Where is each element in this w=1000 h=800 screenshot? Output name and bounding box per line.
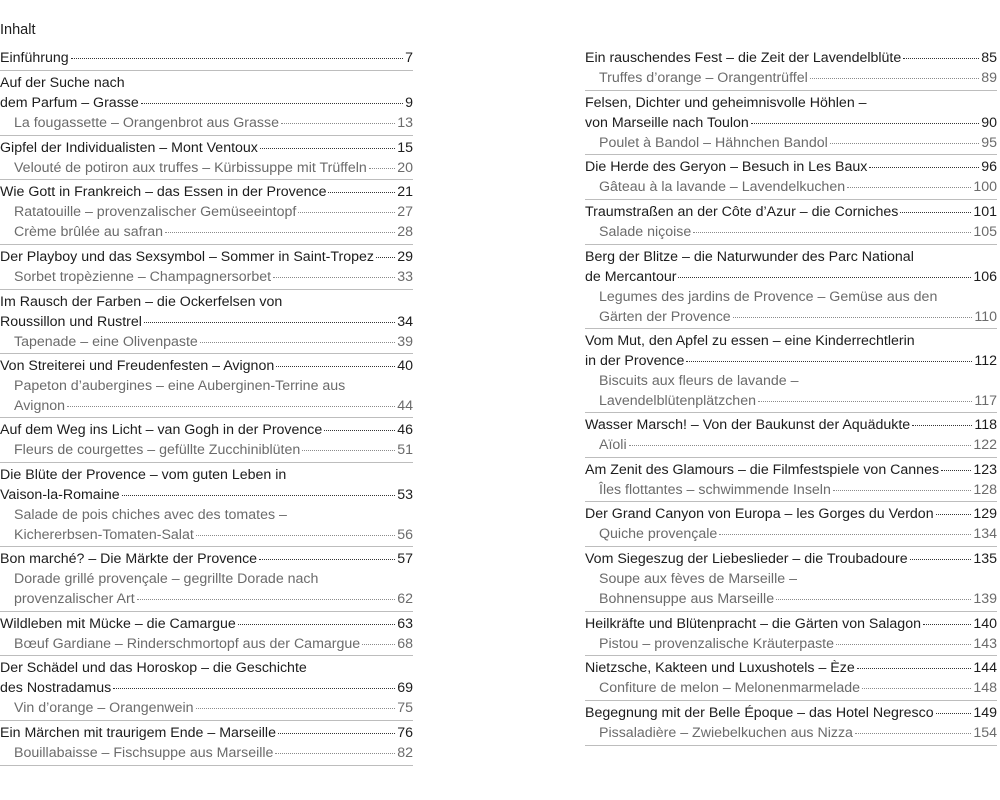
recipe-title: Aïoli <box>599 436 627 453</box>
recipe-title: Quiche provençale <box>599 526 718 543</box>
toc-recipe-line[interactable] <box>0 222 413 242</box>
chapter-title: Heilkräfte und Blütenpracht – die Gärten von Salagon <box>585 615 921 632</box>
separator-rule <box>585 328 997 329</box>
recipe-title: Salade de pois chiches avec des tomates – <box>14 507 287 524</box>
chapter-title: Von Streiterei und Freudenfesten – Avignon <box>0 358 275 374</box>
dot-leader <box>810 78 979 79</box>
toc-chapter-1 <box>585 48 997 88</box>
chapter-title: de Mercantour <box>585 268 677 285</box>
toc-recipe-line[interactable] <box>0 202 413 222</box>
separator-rule <box>0 417 413 418</box>
page-number: 57 <box>397 551 413 568</box>
toc-chapter-line[interactable] <box>585 351 997 371</box>
dot-leader <box>686 361 972 362</box>
page-number: 27 <box>397 204 413 221</box>
page-number: 40 <box>397 358 413 374</box>
toc-recipe-line <box>0 376 413 396</box>
toc-chapter-12 <box>585 658 997 698</box>
dot-leader <box>903 58 979 59</box>
toc-recipe-line[interactable] <box>0 698 413 718</box>
dot-leader <box>719 534 971 535</box>
separator-rule <box>585 154 997 155</box>
page-number: 69 <box>397 680 413 697</box>
dot-leader <box>912 425 972 426</box>
page-number: 46 <box>397 422 413 439</box>
dot-leader <box>144 322 395 323</box>
dot-leader <box>113 688 395 689</box>
dot-leader <box>693 232 971 233</box>
toc-recipe-line[interactable] <box>585 480 997 500</box>
page-number: 149 <box>973 705 997 722</box>
toc-recipe-line <box>585 371 997 391</box>
toc-recipe-line[interactable] <box>585 133 997 153</box>
toc-chapter-line <box>0 465 413 485</box>
chapter-title: von Marseille nach Toulon <box>585 114 749 131</box>
toc-recipe-line[interactable] <box>0 589 413 609</box>
page-number: 144 <box>973 660 997 677</box>
page-number: 95 <box>981 134 997 151</box>
page-number: 44 <box>397 398 413 414</box>
toc-chapter-1 <box>0 48 413 68</box>
page-number: 148 <box>973 680 997 697</box>
page-number: 101 <box>973 204 997 220</box>
dot-leader <box>196 708 396 709</box>
toc-chapter-line <box>0 73 413 93</box>
toc-chapter-2 <box>585 93 997 153</box>
toc-recipe-line[interactable] <box>585 723 997 743</box>
toc-chapter-line[interactable] <box>0 614 413 634</box>
toc-chapter-line[interactable] <box>585 460 997 480</box>
toc-chapter-line[interactable] <box>585 415 997 435</box>
page-number: 21 <box>397 184 413 201</box>
chapter-title: in der Provence <box>585 352 685 369</box>
toc-chapter-10 <box>0 549 413 609</box>
toc-chapter-line <box>0 658 413 678</box>
chapter-title: Begegnung mit der Belle Époque – das Hotel Negresco <box>585 705 934 722</box>
toc-chapter-line <box>585 247 997 267</box>
chapter-title: Wie Gott in Frankreich – das Essen in der Provence <box>0 184 327 201</box>
page-number: 76 <box>397 724 413 741</box>
recipe-title: Crème brûlée au safran <box>14 224 164 241</box>
recipe-title: Bœuf Gardiane – Rinderschmortopf aus der Camargue <box>14 635 361 652</box>
chapter-title: Am Zenit des Glamours – die Filmfestspiele von Cannes <box>585 461 940 478</box>
toc-recipe-line <box>0 505 413 525</box>
separator-rule <box>0 765 413 766</box>
page-number: 29 <box>397 248 413 265</box>
toc-recipe-line[interactable] <box>585 222 997 242</box>
page-number: 123 <box>973 461 997 478</box>
toc-chapter-6 <box>0 292 413 352</box>
separator-rule <box>0 244 413 245</box>
recipe-title: Soupe aux fèves de Marseille – <box>599 571 797 588</box>
dot-leader <box>678 277 971 278</box>
page-number: 75 <box>397 700 413 717</box>
toc-chapter-line[interactable] <box>0 48 413 68</box>
toc-chapter-line[interactable] <box>0 723 413 743</box>
toc-chapter-line[interactable] <box>585 113 997 133</box>
toc-chapter-8 <box>0 420 413 460</box>
separator-rule <box>0 720 413 721</box>
recipe-title: Biscuits aux fleurs de lavande – <box>599 372 799 389</box>
page-number: 110 <box>974 308 997 325</box>
dot-leader <box>941 470 971 471</box>
page-number: 13 <box>397 115 413 132</box>
page-number: 129 <box>973 506 997 523</box>
chapter-title: Wildleben mit Mücke – die Camargue <box>0 615 236 632</box>
toc-recipe-line[interactable] <box>0 525 413 545</box>
separator-rule <box>0 70 413 71</box>
separator-rule <box>0 655 413 656</box>
recipe-title: Truffes d’orange – Orangentrüffel <box>599 70 808 86</box>
toc-chapter-line[interactable] <box>0 485 413 505</box>
chapter-title: Felsen, Dichter und geheimnisvolle Höhlen – <box>585 94 867 111</box>
dot-leader <box>936 713 972 714</box>
recipe-title: Confiture de melon – Melonenmarmelade <box>599 680 861 697</box>
recipe-title: Legumes des jardins de Provence – Gemüse aus den <box>599 288 938 305</box>
dot-leader <box>376 257 395 258</box>
dot-leader <box>857 668 972 669</box>
page-number: 15 <box>397 139 413 156</box>
recipe-title: Velouté de potiron aux truffes – Kürbissuppe mit Trüffeln <box>14 159 367 176</box>
chapter-title: Berg der Blitze – die Naturwunder des Parc National <box>585 248 914 265</box>
chapter-title: Traumstraßen an der Côte d’Azur – die Corniches <box>585 204 899 220</box>
separator-rule <box>585 244 997 245</box>
chapter-title: Vom Siegeszug der Liebeslieder – die Troubadoure <box>585 551 908 568</box>
recipe-title: Bohnensuppe aus Marseille <box>599 591 775 608</box>
toc-recipe-line <box>585 569 997 589</box>
toc-chapter-line[interactable] <box>0 138 413 158</box>
toc-chapter-9 <box>585 504 997 544</box>
toc-recipe-line[interactable] <box>0 158 413 178</box>
dot-leader <box>137 599 396 600</box>
recipe-title: Poulet à Bandol – Hähnchen Bandol <box>599 134 828 151</box>
recipe-title: Pistou – provenzalische Kräuterpaste <box>599 635 835 652</box>
toc-chapter-line[interactable] <box>585 658 997 678</box>
dot-leader <box>281 123 395 124</box>
toc-recipe-line[interactable] <box>585 307 997 327</box>
dot-leader <box>833 490 971 491</box>
toc-recipe-line <box>0 569 413 589</box>
dot-leader <box>776 599 971 600</box>
page-number: 128 <box>973 481 997 498</box>
dot-leader <box>758 401 972 402</box>
toc-chapter-2 <box>0 73 413 133</box>
recipe-title: Avignon <box>14 398 66 414</box>
separator-rule <box>0 179 413 180</box>
dot-leader <box>260 148 395 149</box>
page-number: 56 <box>397 527 413 544</box>
dot-leader <box>855 733 971 734</box>
toc-chapter-7 <box>0 356 413 416</box>
separator-rule <box>585 611 997 612</box>
toc-chapter-line[interactable] <box>585 703 997 723</box>
page-number: 154 <box>973 725 997 742</box>
dot-leader <box>200 342 395 343</box>
chapter-title: Ein rauschendes Fest – die Zeit der Lavendelblüte <box>585 50 902 66</box>
chapter-title: Im Rausch der Farben – die Ockerfelsen von <box>0 293 283 310</box>
page-number: 117 <box>974 392 997 409</box>
separator-rule <box>585 745 997 746</box>
toc-recipe-line[interactable] <box>585 634 997 654</box>
chapter-title: Der Schädel und das Horoskop – die Geschichte <box>0 660 307 677</box>
page-number: 34 <box>397 313 413 330</box>
dot-leader <box>141 103 403 104</box>
toc-chapter-5 <box>585 247 997 327</box>
toc-recipe-line[interactable] <box>0 634 413 654</box>
dot-leader <box>923 624 971 625</box>
dot-leader <box>369 168 395 169</box>
page-number: 9 <box>405 95 413 112</box>
toc-chapter-13 <box>0 723 413 763</box>
toc-chapter-line <box>585 331 997 351</box>
chapter-title: Die Herde des Geryon – Besuch in Les Baux <box>585 159 868 176</box>
separator-rule <box>585 199 997 200</box>
page-number: 140 <box>973 615 997 632</box>
separator-rule <box>585 501 997 502</box>
dot-leader <box>910 559 972 560</box>
separator-rule <box>0 611 413 612</box>
dot-leader <box>165 232 395 233</box>
page-number: 68 <box>397 635 413 652</box>
toc-chapter-line[interactable] <box>585 202 997 222</box>
dot-leader <box>71 58 403 59</box>
separator-rule <box>585 457 997 458</box>
toc-recipe-line <box>585 287 997 307</box>
separator-rule <box>0 546 413 547</box>
toc-chapter-line[interactable] <box>585 267 997 287</box>
dot-leader <box>830 143 979 144</box>
toc-chapter-4 <box>0 182 413 242</box>
recipe-title: Salade niçoise <box>599 224 692 240</box>
dot-leader <box>362 644 395 645</box>
page-number: 89 <box>981 70 997 86</box>
page-number: 63 <box>397 615 413 632</box>
toc-chapter-9 <box>0 465 413 545</box>
toc-recipe-line[interactable] <box>585 391 997 411</box>
page-number: 106 <box>973 268 997 285</box>
toc-chapter-line[interactable] <box>585 614 997 634</box>
toc-recipe-line[interactable] <box>0 267 413 287</box>
page-number: 33 <box>397 268 413 285</box>
toc-recipe-line[interactable] <box>0 396 413 416</box>
dot-leader <box>278 733 395 734</box>
recipe-title: Gâteau à la lavande – Lavendelkuchen <box>599 179 846 196</box>
dot-leader <box>324 430 395 431</box>
toc-chapter-8 <box>585 460 997 500</box>
toc-chapter-line[interactable] <box>0 678 413 698</box>
toc-chapter-6 <box>585 331 997 411</box>
chapter-title: Bon marché? – Die Märkte der Provence <box>0 551 258 568</box>
chapter-title: Vaison-la-Romaine <box>0 487 120 504</box>
chapter-title: Auf der Suche nach <box>0 75 125 92</box>
separator-rule <box>0 353 413 354</box>
recipe-title: Bouillabaisse – Fischsuppe aus Marseille <box>14 744 274 761</box>
chapter-title: Auf dem Weg ins Licht – van Gogh in der Provence <box>0 422 323 439</box>
toc-chapter-line[interactable] <box>0 420 413 440</box>
dot-leader <box>328 192 395 193</box>
toc-chapter-3 <box>585 157 997 197</box>
page-number: 53 <box>397 487 413 504</box>
dot-leader <box>273 277 395 278</box>
toc-heading: Inhalt <box>0 22 36 38</box>
separator-rule <box>585 546 997 547</box>
separator-rule <box>585 90 997 91</box>
recipe-title: Kichererbsen-Tomaten-Salat <box>14 527 194 544</box>
recipe-title: Fleurs de courgettes – gefüllte Zucchiniblüten <box>14 442 301 459</box>
toc-chapter-line <box>0 292 413 312</box>
page-number: 39 <box>397 333 413 350</box>
recipe-title: Gärten der Provence <box>599 308 731 325</box>
recipe-title: Sorbet tropèzienne – Champagnersorbet <box>14 268 272 285</box>
toc-chapter-11 <box>0 614 413 654</box>
recipe-title: Tapenade – eine Olivenpaste <box>14 333 198 350</box>
recipe-title: Papeton d’aubergines – eine Auberginen-Terrine aus <box>14 378 346 394</box>
toc-chapter-4 <box>585 202 997 242</box>
toc-chapter-line[interactable] <box>0 182 413 202</box>
recipe-title: Pissaladière – Zwiebelkuchen aus Nizza <box>599 725 853 742</box>
toc-chapter-line <box>585 93 997 113</box>
chapter-title: Der Grand Canyon von Europa – les Gorges du Verdon <box>585 506 934 523</box>
page-number: 139 <box>973 591 997 608</box>
toc-chapter-line[interactable] <box>0 247 413 267</box>
toc-recipe-line[interactable] <box>585 524 997 544</box>
toc-chapter-line[interactable] <box>0 356 413 376</box>
page-number: 82 <box>397 744 413 761</box>
dot-leader <box>733 317 973 318</box>
dot-leader <box>847 187 971 188</box>
dot-leader <box>302 450 395 451</box>
page-number: 51 <box>397 442 413 459</box>
dot-leader <box>900 212 971 213</box>
dot-leader <box>275 753 395 754</box>
toc-chapter-5 <box>0 247 413 287</box>
chapter-title: dem Parfum – Grasse <box>0 95 139 112</box>
chapter-title: Roussillon und Rustrel <box>0 313 142 330</box>
toc-recipe-line[interactable] <box>0 743 413 763</box>
dot-leader <box>196 535 395 536</box>
separator-rule <box>0 289 413 290</box>
dot-leader <box>862 688 971 689</box>
chapter-title: Vom Mut, den Apfel zu essen – eine Kinderrechtlerin <box>585 332 915 349</box>
page-number: 134 <box>973 526 997 543</box>
toc-chapter-3 <box>0 138 413 178</box>
toc-chapter-line[interactable] <box>585 504 997 524</box>
page-number: 135 <box>973 551 997 568</box>
chapter-title: Gipfel der Individualisten – Mont Ventoux <box>0 139 258 156</box>
dot-leader <box>869 167 979 168</box>
dot-leader <box>751 123 979 124</box>
toc-chapter-line[interactable] <box>585 549 997 569</box>
page-number: 112 <box>974 352 997 369</box>
chapter-title: Einführung <box>0 50 69 66</box>
dot-leader <box>67 406 395 407</box>
toc-chapter-13 <box>585 703 997 743</box>
toc-chapter-12 <box>0 658 413 718</box>
chapter-title: Der Playboy und das Sexsymbol – Sommer in Saint-Tropez <box>0 248 375 265</box>
recipe-title: Dorade grillé provençale – gegrillte Dorade nach <box>14 571 319 588</box>
toc-chapter-line[interactable] <box>585 157 997 177</box>
dot-leader <box>298 212 395 213</box>
dot-leader <box>259 559 395 560</box>
toc-chapter-line[interactable] <box>585 48 997 68</box>
toc-recipe-line[interactable] <box>0 332 413 352</box>
page-number: 7 <box>405 50 413 66</box>
page-number: 28 <box>397 224 413 241</box>
separator-rule <box>0 462 413 463</box>
page-number: 105 <box>973 224 997 240</box>
chapter-title: Die Blüte der Provence – vom guten Leben in <box>0 467 287 484</box>
recipe-title: provenzalischer Art <box>14 591 135 608</box>
toc-recipe-line[interactable] <box>0 113 413 133</box>
chapter-title: des Nostradamus <box>0 680 112 697</box>
separator-rule <box>0 135 413 136</box>
dot-leader <box>238 624 395 625</box>
toc-recipe-line[interactable] <box>585 589 997 609</box>
toc-chapter-10 <box>585 549 997 609</box>
separator-rule <box>585 655 997 656</box>
page-number: 85 <box>981 50 997 66</box>
dot-leader <box>122 495 396 496</box>
page-number: 143 <box>973 635 997 652</box>
page-number: 96 <box>981 159 997 176</box>
toc-chapter-line[interactable] <box>0 312 413 332</box>
toc-recipe-line[interactable] <box>585 177 997 197</box>
toc-recipe-line[interactable] <box>0 440 413 460</box>
toc-chapter-line[interactable] <box>0 93 413 113</box>
page-number: 122 <box>973 436 997 453</box>
page-number: 62 <box>397 591 413 608</box>
toc-chapter-7 <box>585 415 997 455</box>
recipe-title: Ratatouille – provenzalischer Gemüseeintopf <box>14 204 297 221</box>
dot-leader <box>836 644 971 645</box>
toc-recipe-line[interactable] <box>585 435 997 455</box>
separator-rule <box>585 700 997 701</box>
recipe-title: Lavendelblütenplätzchen <box>599 392 756 409</box>
recipe-title: La fougassette – Orangenbrot aus Grasse <box>14 115 279 132</box>
chapter-title: Ein Märchen mit traurigem Ende – Marseille <box>0 724 276 741</box>
page-number: 90 <box>981 114 997 131</box>
dot-leader <box>276 366 395 367</box>
toc-chapter-11 <box>585 614 997 654</box>
chapter-title: Wasser Marsch! – Von der Baukunst der Aquädukte <box>585 416 911 433</box>
page-number: 100 <box>973 179 997 196</box>
page-number: 118 <box>974 416 997 433</box>
separator-rule <box>585 412 997 413</box>
page-number: 20 <box>397 159 413 176</box>
toc-chapter-line[interactable] <box>0 549 413 569</box>
dot-leader <box>936 514 972 515</box>
recipe-title: Îles flottantes – schwimmende Inseln <box>599 481 831 498</box>
toc-recipe-line[interactable] <box>585 678 997 698</box>
recipe-title: Vin d’orange – Orangenwein <box>14 700 194 717</box>
toc-recipe-line[interactable] <box>585 68 997 88</box>
dot-leader <box>629 445 972 446</box>
chapter-title: Nietzsche, Kakteen und Luxushotels – Èze <box>585 660 855 677</box>
